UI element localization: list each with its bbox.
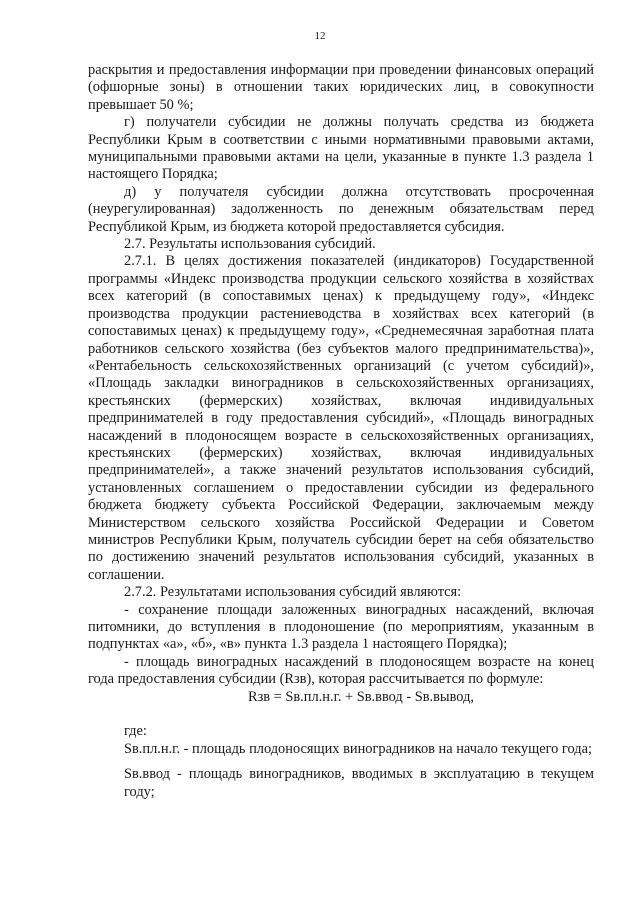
document-body (88, 62, 594, 801)
definition: Sв.ввод - площадь виноградников, вводимых в эксплуатацию в текущем году; (124, 766, 594, 800)
paragraph: 2.7.2. Результатами использования субсидий являются: (124, 584, 462, 601)
page-number: 12 (314, 30, 326, 42)
where-label: где: (124, 723, 147, 740)
paragraph: 2.7.1. В целях достижения показателей (индикаторов) Государственной программы «Индекс производства продукции сельского хозяйства в хозяйствах всех категорий (в сопоставимых ценах) к предыдущему году», «Индекс производства продукции растениеводства в хозяйствах всех категорий (в сопоставимых ценах) к предыдущему году», «Среднемесячная заработная плата работников сельского хозяйства (без субъектов малого предпринимательства)», «Рентабельность сельскохозяйственных организаций (с учетом субсидий)», «Площадь закладки виноградников в сельскохозяйственных организациях, крестьянских (фермерских) хозяйствах, включая индивидуальных предпринимателей в году предоставления субсидий», «Площадь виноградных насаждений в плодоносящем возрасте в сельскохозяйственных организациях, крестьянских (фермерских) хозяйствах, включая индивидуальных предпринимателей», а также значений результатов использования субсидий, установленных соглашением о предоставлении субсидии из федерального бюджета бюджету субъекта Российской Федерации, заключаемым между Министерством сельского хозяйства Российской Федерации и Советом министров Республики Крым, получатель субсидии берет на себя обязательство по достижению значений результатов использования субсидий, указанных в соглашении. (88, 253, 594, 583)
paragraph: г) получатели субсидии не должны получать средства из бюджета Республики Крым в соответствии с иными нормативными правовыми актами, муниципальными правовыми актами на цели, указанные в пункте 1.3 раздела 1 настоящего Порядка; (88, 114, 594, 183)
definition: Sв.пл.н.г. - площадь плодоносящих виноградников на начало текущего года; (124, 740, 592, 757)
paragraph: раскрытия и предоставления информации при проведении финансовых операций (офшорные зоны) в отношении таких юридических лиц, в совокупности превышает 50 %; (88, 62, 594, 113)
paragraph: - площадь виноградных насаждений в плодоносящем возрасте на конец года предоставления субсидии (Rзв), которая рассчитывается по формуле: (88, 653, 594, 688)
formula: Rзв = Sв.пл.н.г. + Sв.ввод - Sв.вывод, (248, 688, 474, 705)
paragraph: - сохранение площади заложенных виноградных насаждений, включая питомники, до вступления в плодоношение (по мероприятиям, указанным в подпунктах «а», «б», «в» пункта 1.3 раздела 1 настоящего Порядка); (88, 601, 594, 653)
section-heading: 2.7. Результаты использования субсидий. (124, 236, 376, 253)
paragraph: д) у получателя субсидии должна отсутствовать просроченная (неурегулированная) задолженность по денежным обязательствам перед Республикой Крым, из бюджета которой предоставляется субсидия. (88, 183, 594, 235)
